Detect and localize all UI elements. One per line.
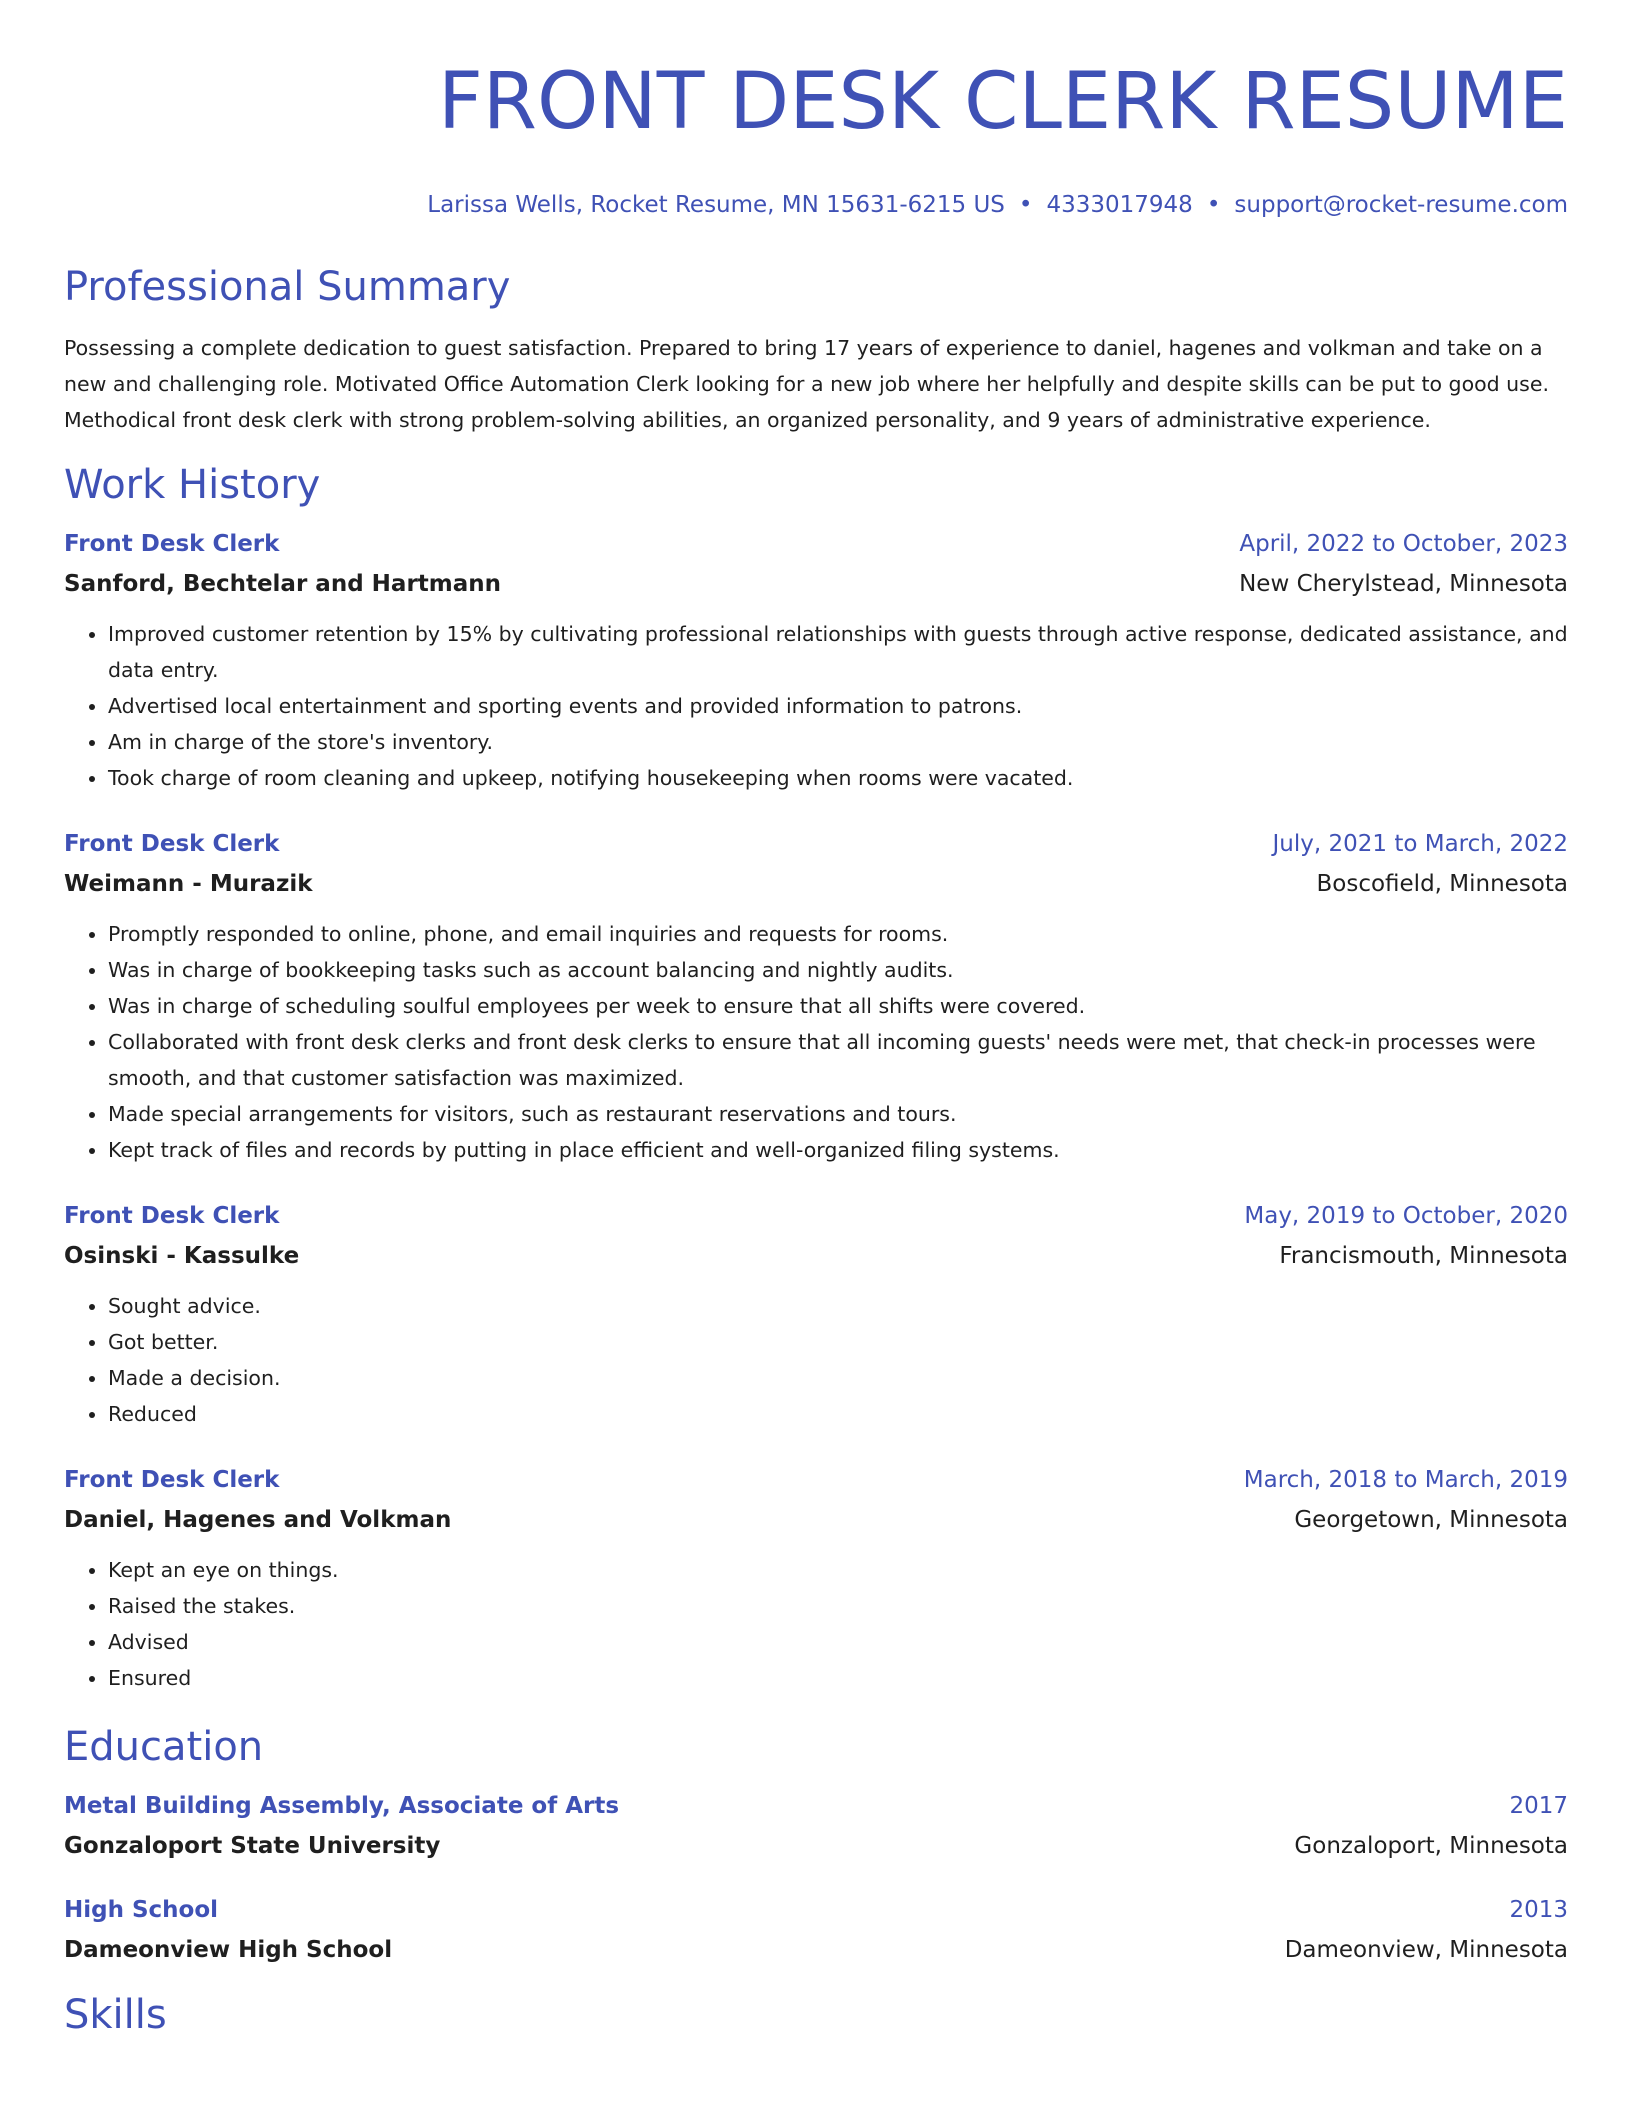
education-degree: High School <box>64 1897 219 1923</box>
contact-separator: • <box>1206 192 1221 218</box>
skills-heading: Skills <box>64 1992 167 2038</box>
summary-heading: Professional Summary <box>64 264 511 310</box>
job-entry <box>64 826 1568 1168</box>
education-heading: Education <box>64 1724 264 1770</box>
job-bullet: • Reduced <box>108 1396 1568 1432</box>
work-history-heading: Work History <box>64 462 321 508</box>
job-bullet: • Was in charge of scheduling soulful employees per week to ensure that all shifts were covered. <box>108 988 1568 1024</box>
job-bullet: • Raised the stakes. <box>108 1588 1568 1624</box>
job-bullets <box>64 1288 1568 1432</box>
job-title: Front Desk Clerk <box>64 1203 280 1229</box>
resume-page <box>64 0 1568 2040</box>
contact-address: Larissa Wells, Rocket Resume, MN 15631-6215 US <box>427 192 1005 218</box>
job-bullet: • Kept track of files and records by putting in place efficient and well-organized filing systems. <box>108 1132 1568 1168</box>
job-bullet: • Made a decision. <box>108 1360 1568 1396</box>
job-bullets <box>64 616 1568 796</box>
job-company: Sanford, Bechtelar and Hartmann <box>64 571 502 597</box>
job-company: Weimann - Murazik <box>64 871 313 897</box>
job-entry <box>64 1198 1568 1432</box>
job-bullet: • Took charge of room cleaning and upkeep, notifying housekeeping when rooms were vacated. <box>108 760 1568 796</box>
education-school: Dameonview High School <box>64 1937 393 1963</box>
job-dates: March, 2018 to March, 2019 <box>1243 1467 1568 1493</box>
job-bullet: • Collaborated with front desk clerks and front desk clerks to ensure that all incoming guests' needs were met, that check-in processes were smooth, and that customer satisfaction was maximized. <box>108 1024 1568 1096</box>
job-bullet: • Made special arrangements for visitors, such as restaurant reservations and tours. <box>108 1096 1568 1132</box>
job-bullet: • Promptly responded to online, phone, and email inquiries and requests for rooms. <box>108 916 1568 952</box>
job-title: Front Desk Clerk <box>64 831 280 857</box>
job-location: Boscofield, Minnesota <box>1316 871 1568 897</box>
job-dates: April, 2022 to October, 2023 <box>1239 531 1568 557</box>
job-bullet: • Was in charge of bookkeeping tasks such as account balancing and nightly audits. <box>108 952 1568 988</box>
job-dates: May, 2019 to October, 2020 <box>1244 1203 1568 1229</box>
job-bullet: • Kept an eye on things. <box>108 1552 1568 1588</box>
page-title: FRONT DESK CLERK RESUME <box>437 57 1568 147</box>
job-entry <box>64 526 1568 796</box>
summary-text: Possessing a complete dedication to guest satisfaction. Prepared to bring 17 years of experience to daniel, hagenes and volkman and take on a new and challenging role. Motivated Office Automation Clerk looking for a new job where her helpfully and despite skills can be put to good use. Methodical front desk clerk with strong problem-solving abilities, an organized personality, and 9 years of administrative experience. <box>64 336 1549 432</box>
job-title: Front Desk Clerk <box>64 531 280 557</box>
job-entry <box>64 1462 1568 1696</box>
job-location: Georgetown, Minnesota <box>1294 1507 1568 1533</box>
contact-phone: 4333017948 <box>1046 192 1193 218</box>
job-location: Francismouth, Minnesota <box>1279 1243 1568 1269</box>
job-bullet: • Got better. <box>108 1324 1568 1360</box>
job-location: New Cherylstead, Minnesota <box>1239 571 1568 597</box>
job-bullet: • Am in charge of the store's inventory. <box>108 724 1568 760</box>
job-bullets <box>64 916 1568 1168</box>
education-entry <box>64 1892 1568 1968</box>
job-bullet: • Ensured <box>108 1660 1568 1696</box>
job-company: Osinski - Kassulke <box>64 1243 300 1269</box>
education-degree: Metal Building Assembly, Associate of Arts <box>64 1793 620 1819</box>
job-company: Daniel, Hagenes and Volkman <box>64 1507 452 1533</box>
job-bullet: • Advertised local entertainment and sporting events and provided information to patrons. <box>108 688 1568 724</box>
job-bullet: • Advised <box>108 1624 1568 1660</box>
job-bullet: • Sought advice. <box>108 1288 1568 1324</box>
education-location: Gonzaloport, Minnesota <box>1294 1833 1568 1859</box>
education-entry <box>64 1788 1568 1864</box>
contact-email[interactable]: support@rocket-resume.com <box>1234 192 1568 218</box>
education-year: 2013 <box>1509 1897 1568 1923</box>
contact-line <box>64 190 1568 220</box>
education-location: Dameonview, Minnesota <box>1284 1937 1568 1963</box>
education-school: Gonzaloport State University <box>64 1833 441 1859</box>
job-bullet: • Improved customer retention by 15% by cultivating professional relationships with guests through active response, dedicated assistance, and data entry. <box>108 616 1568 688</box>
job-dates: July, 2021 to March, 2022 <box>1272 831 1568 857</box>
education-year: 2017 <box>1509 1793 1568 1819</box>
job-title: Front Desk Clerk <box>64 1467 280 1493</box>
job-bullets <box>64 1552 1568 1696</box>
contact-separator: • <box>1018 192 1033 218</box>
